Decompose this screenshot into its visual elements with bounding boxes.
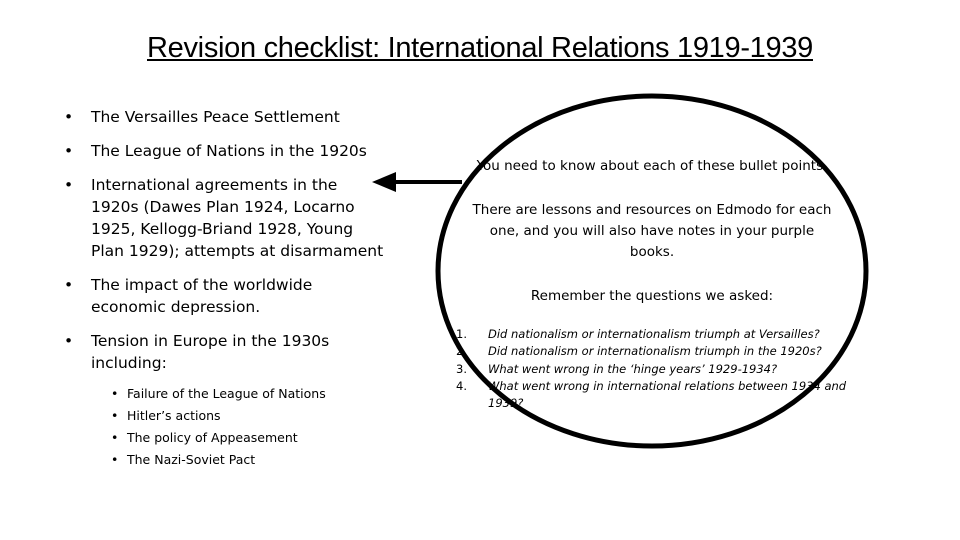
list-item: • International agreements in the 1920s (Dawes Plan 1924, Locarno 1925, Kellogg-Briand 1928, Young Plan 1929); attempts at disarmament — [64, 174, 384, 262]
note-paragraph: There are lessons and resources on Edmodo for each one, and you will also have notes in your purple books. — [472, 202, 832, 260]
list-item: • Tension in Europe in the 1930s including: • Failure of the League of Nations • Hitler’s actions • The policy of Appeasement • The Nazi-Soviet Pact — [64, 330, 384, 471]
list-item: 2. Did nationalism or internationalism triumph in the 1920s? — [456, 344, 822, 359]
sub-list-item: • The policy of Appeasement — [91, 427, 384, 449]
sub-list-item: • Hitler’s actions — [91, 405, 384, 427]
list-item: 3. What went wrong in the ‘hinge years’ 1929-1934? — [456, 361, 778, 376]
list-item: 4. What went wrong in international relations between 1934 and 1939? — [456, 378, 847, 411]
questions-list — [456, 326, 851, 412]
list-item: • The impact of the worldwide economic depression. — [64, 274, 384, 318]
list-item: • The League of Nations in the 1920s — [64, 140, 384, 162]
sub-list-item: • The Nazi-Soviet Pact — [91, 449, 384, 471]
page-title: Revision checklist: International Relations 1919-1939 — [147, 32, 813, 64]
note-line-1: You need to know about each of these bullet points. — [476, 158, 828, 174]
list-item: 1. Did nationalism or internationalism triumph at Versailles? — [456, 327, 820, 341]
arrow-head-icon — [372, 172, 396, 192]
list-item: • The Versailles Peace Settlement — [64, 106, 384, 128]
sub-list-item: • Failure of the League of Nations — [91, 383, 384, 405]
note-line-3: Remember the questions we asked: — [530, 288, 774, 304]
